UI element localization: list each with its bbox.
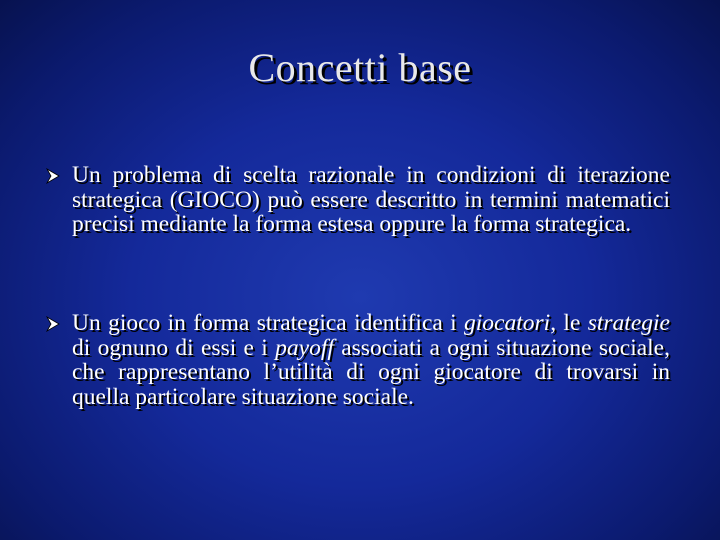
- bullet-text: [72, 311, 670, 409]
- bullet-text: Un problema di scelta razionale in condizioni di iterazione strategica (GIOCO) può essere descritto in termini matematici precisi mediante la forma estesa oppure la forma strategica.: [72, 162, 670, 237]
- italic-term-payoff: payoff: [275, 334, 334, 361]
- italic-term-strategie: strategie: [587, 310, 670, 336]
- text-segment: associati a ogni situazione sociale, che rappresentano l’utilità di ogni giocatore di trovarsi in quella particolare situazione sociale.: [72, 334, 670, 410]
- bullet-item: [46, 311, 670, 409]
- bullet-item: [46, 163, 670, 237]
- text-segment: Un gioco in forma strategica identifica i: [72, 310, 465, 336]
- text-segment: , le: [550, 310, 588, 336]
- arrowhead-bullet-icon: [46, 311, 72, 332]
- arrowhead-bullet-icon: [46, 163, 72, 184]
- italic-term-giocatori: giocatori: [464, 310, 551, 336]
- text-segment: di ognuno di essi e i: [72, 334, 276, 361]
- slide-title: Concetti base: [248, 45, 472, 90]
